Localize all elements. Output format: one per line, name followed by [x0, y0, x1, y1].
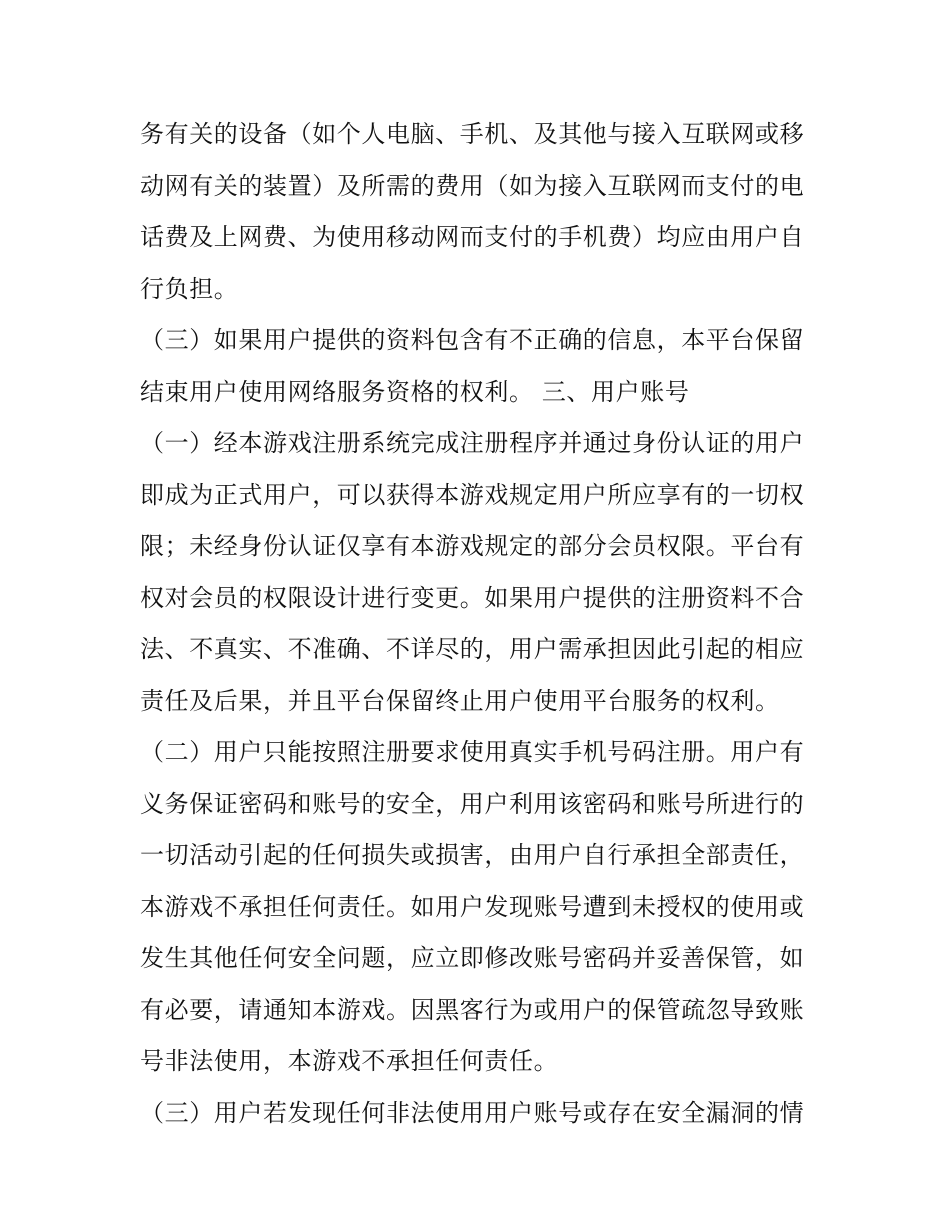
text-line-6: 结束用户使用网络服务资格的权利。 三、用户账号	[140, 377, 690, 406]
text-line-3: 话费及上网费、为使用移动网而支付的手机费）均应由用户自	[140, 223, 805, 251]
text-line-19: 号非法使用，本游戏不承担任何责任。	[140, 1047, 559, 1075]
text-line-18: 有必要，请通知本游戏。因黑客行为或用户的保管疏忽导致账	[140, 995, 805, 1024]
text-line-2: 动网有关的装置）及所需的费用（如为接入互联网而支付的电	[140, 171, 805, 200]
text-line-14: 义务保证密码和账号的安全，用户利用该密码和账号所进行的	[140, 789, 805, 818]
text-line-16: 本游戏不承担任何责任。如用户发现账号遭到未授权的使用或	[140, 892, 805, 921]
text-line-17: 发生其他任何安全问题，应立即修改账号密码并妥善保管，如	[140, 944, 805, 972]
document-body	[140, 109, 830, 1139]
text-line-20: （三）用户若发现任何非法使用用户账号或存在安全漏洞的情	[140, 1098, 805, 1127]
text-line-4: 行负担。	[140, 274, 239, 303]
text-line-1: 务有关的设备（如个人电脑、手机、及其他与接入互联网或移	[140, 120, 805, 148]
text-line-5: （三）如果用户提供的资料包含有不正确的信息，本平台保留	[140, 326, 805, 354]
text-line-13: （二）用户只能按照注册要求使用真实手机号码注册。用户有	[140, 738, 805, 766]
text-line-10: 权对会员的权限设计进行变更。如果用户提供的注册资料不合	[140, 583, 805, 612]
text-line-15: 一切活动引起的任何损失或损害，由用户自行承担全部责任，	[140, 841, 805, 869]
text-line-11: 法、不真实、不准确、不详尽的，用户需承担因此引起的相应	[140, 635, 805, 663]
text-line-12: 责任及后果，并且平台保留终止用户使用平台服务的权利。	[140, 686, 780, 715]
text-line-7: （一）经本游戏注册系统完成注册程序并通过身份认证的用户	[140, 429, 805, 457]
text-line-9: 限；未经身份认证仅享有本游戏规定的部分会员权限。平台有	[140, 532, 805, 560]
text-line-8: 即成为正式用户，可以获得本游戏规定用户所应享有的一切权	[140, 480, 805, 509]
